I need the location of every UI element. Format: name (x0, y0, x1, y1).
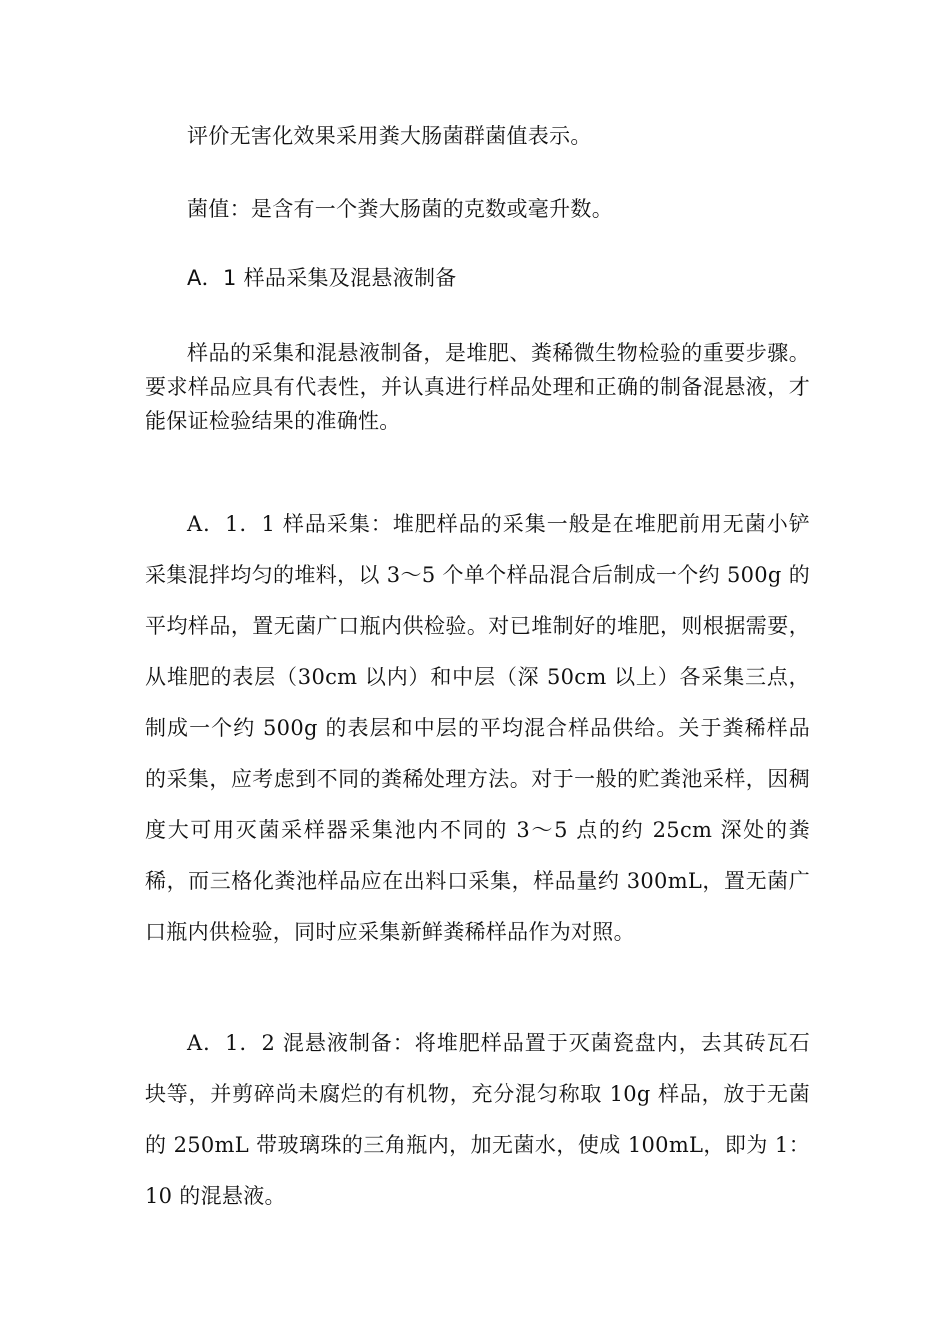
paragraph-a11-sample-collection: A．1．1 样品采集：堆肥样品的采集一般是在堆肥前用无菌小铲采集混拌均匀的堆料，以 3～5 个单个样品混合后制成一个约 500g 的平均样品，置无菌广口瓶内供检验。对已堆制好的堆肥，则根据需要，从堆肥的表层（30cm 以内）和中层（深 50cm 以上）各采集三点，制成一个约 500g 的表层和中层的平均混合样品供给。关于粪稀样品的采集，应考虑到不同的粪稀处理方法。对于一般的贮粪池采样，因稠度大可用灭菌采样器采集池内不同的 3～5 点的约 25cm 深处的粪稀，而三格化粪池样品应在出料口采集，样品量约 300mL，置无菌广口瓶内供检验，同时应采集新鲜粪稀样品作为对照。 (145, 512, 810, 944)
section-heading-a1: A．1 样品采集及混悬液制备 (187, 266, 457, 290)
paragraph-a12-suspension-preparation: A．1．2 混悬液制备：将堆肥样品置于灭菌瓷盘内，去其砖瓦石块等，并剪碎尚未腐烂的有机物，充分混匀称取 10g 样品，放于无菌的 250mL 带玻璃珠的三角瓶内，加无菌水，使成 100mL，即为 1：10 的混悬液。 (145, 1031, 810, 1208)
paragraph-bacteria-value-definition: 菌值：是含有一个粪大肠菌的克数或毫升数。 (187, 197, 613, 221)
paragraph-sampling-importance: 样品的采集和混悬液制备，是堆肥、粪稀微生物检验的重要步骤。要求样品应具有代表性，并认真进行样品处理和正确的制备混悬液，才能保证检验结果的准确性。 (145, 341, 810, 433)
paragraph-evaluation-method: 评价无害化效果采用粪大肠菌群菌值表示。 (187, 124, 592, 148)
